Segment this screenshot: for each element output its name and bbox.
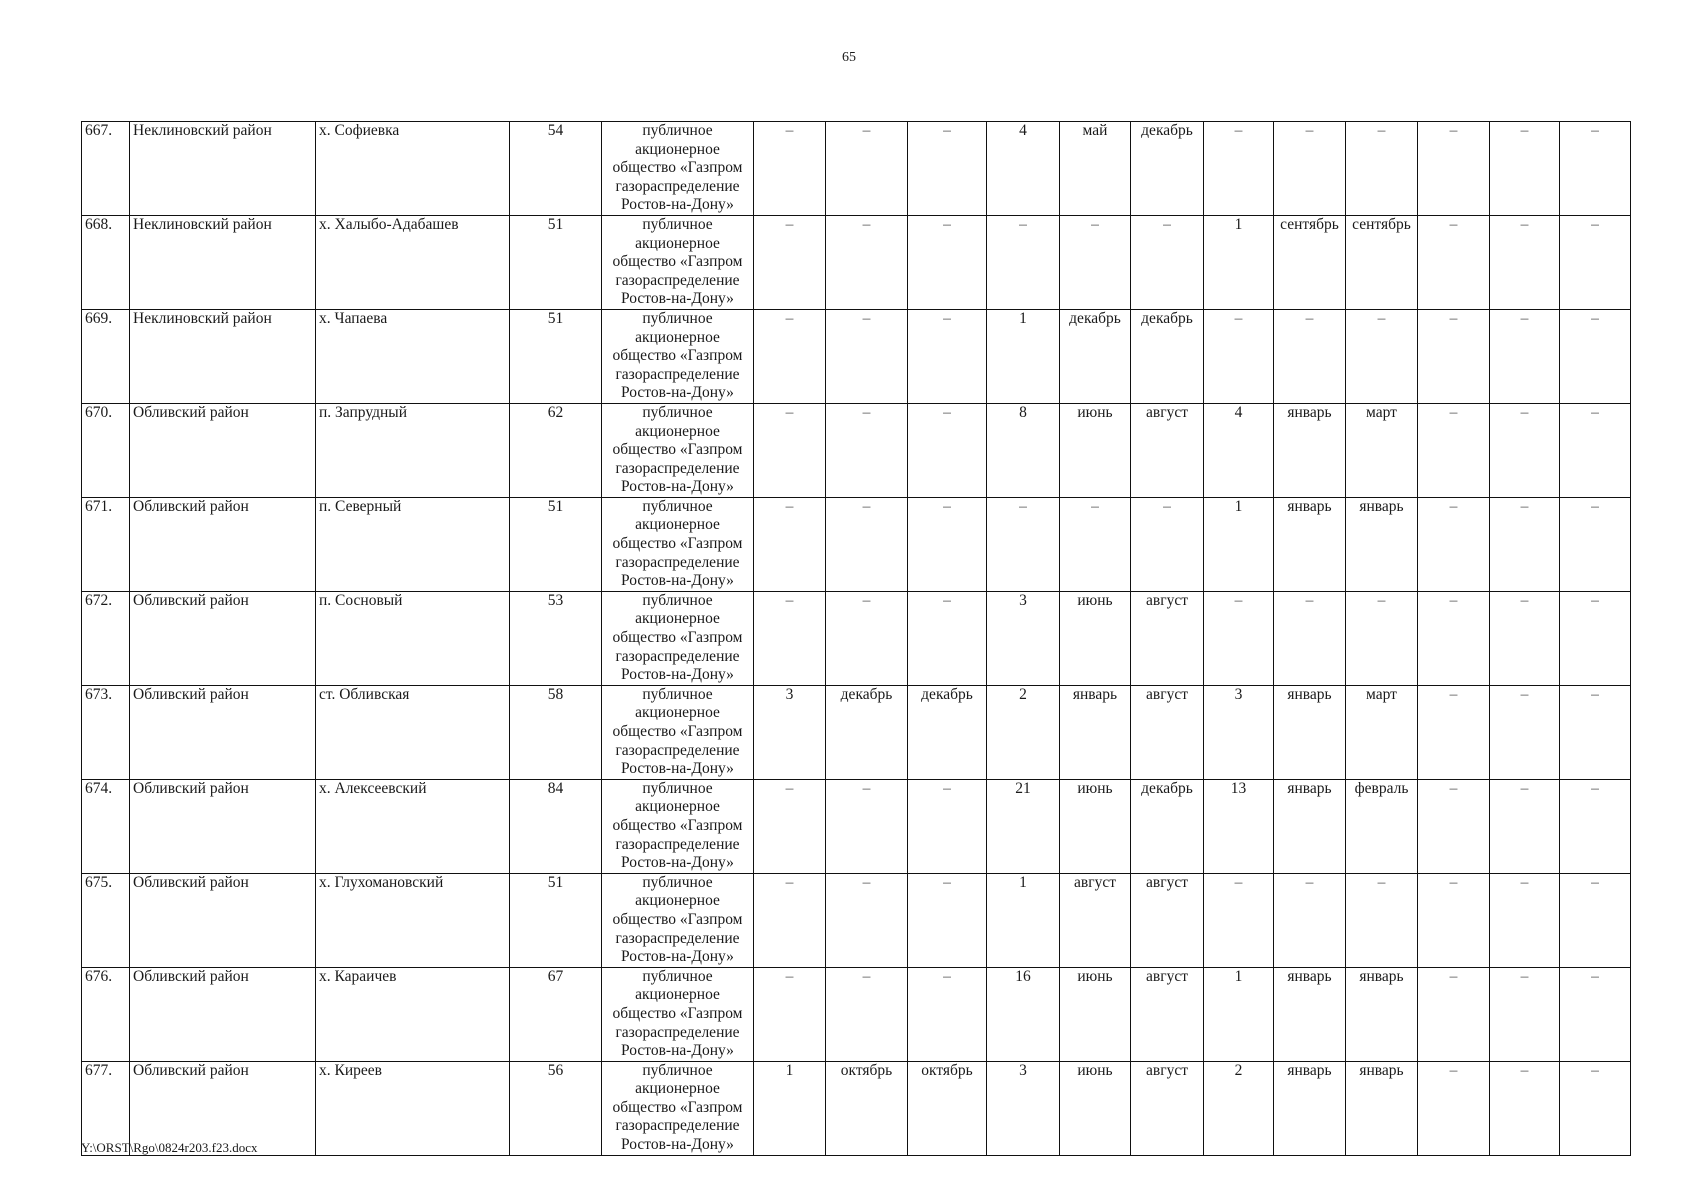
code-cell: 51 — [510, 497, 602, 591]
schedule-cell: август — [1131, 685, 1204, 779]
schedule-cell: – — [1560, 873, 1631, 967]
schedule-cell: – — [1274, 309, 1346, 403]
schedule-cell: сентябрь — [1274, 215, 1346, 309]
locality-cell: ст. Обливская — [316, 685, 510, 779]
schedule-cell: – — [1418, 967, 1490, 1061]
table-row — [82, 591, 1631, 685]
district-cell: Обливский район — [130, 403, 316, 497]
schedule-cell: – — [1560, 779, 1631, 873]
schedule-cell: – — [1346, 873, 1418, 967]
row-number-cell: 669. — [82, 309, 130, 403]
schedule-cell: – — [1204, 591, 1274, 685]
schedule-cell: – — [1204, 122, 1274, 216]
schedule-cell: – — [1490, 967, 1560, 1061]
schedule-cell: декабрь — [1131, 122, 1204, 216]
schedule-cell: январь — [1274, 779, 1346, 873]
code-cell: 84 — [510, 779, 602, 873]
schedule-cell: – — [754, 873, 826, 967]
schedule-cell: – — [908, 497, 987, 591]
schedule-cell: – — [826, 779, 908, 873]
schedule-cell: январь — [1346, 1061, 1418, 1155]
schedule-cell: август — [1131, 967, 1204, 1061]
schedule-cell: – — [826, 309, 908, 403]
schedule-cell: – — [754, 779, 826, 873]
schedule-cell: – — [1560, 122, 1631, 216]
schedule-cell: 4 — [987, 122, 1060, 216]
schedule-cell: – — [754, 309, 826, 403]
schedule-cell: – — [1560, 1061, 1631, 1155]
schedule-cell: июнь — [1060, 1061, 1131, 1155]
schedule-cell: – — [1274, 873, 1346, 967]
schedule-cell: – — [1560, 967, 1631, 1061]
organization-cell: публичное акционерное общество «Газпром газораспределение Ростов-на-Дону» — [602, 685, 754, 779]
schedule-cell: – — [1060, 215, 1131, 309]
schedule-cell: – — [754, 403, 826, 497]
schedule-cell: декабрь — [1131, 779, 1204, 873]
schedule-cell: октябрь — [908, 1061, 987, 1155]
schedule-cell: 21 — [987, 779, 1060, 873]
row-number-cell: 668. — [82, 215, 130, 309]
organization-cell: публичное акционерное общество «Газпром газораспределение Ростов-на-Дону» — [602, 873, 754, 967]
schedule-cell: июнь — [1060, 591, 1131, 685]
schedule-cell: – — [1490, 873, 1560, 967]
schedule-cell: – — [1346, 122, 1418, 216]
schedule-cell: 1 — [1204, 967, 1274, 1061]
schedule-cell: – — [826, 873, 908, 967]
schedule-cell: – — [1418, 873, 1490, 967]
locality-cell: п. Сосновый — [316, 591, 510, 685]
footer-file-path: Y:\ORST\Rgo\0824r203.f23.docx — [81, 1140, 258, 1155]
locality-cell: х. Киреев — [316, 1061, 510, 1155]
schedule-cell: 3 — [1204, 685, 1274, 779]
schedule-cell: – — [1346, 309, 1418, 403]
table-row — [82, 403, 1631, 497]
schedule-cell: – — [1060, 497, 1131, 591]
district-cell: Обливский район — [130, 873, 316, 967]
schedule-cell: январь — [1274, 497, 1346, 591]
table-row — [82, 215, 1631, 309]
schedule-cell: – — [826, 122, 908, 216]
schedule-cell: – — [1490, 685, 1560, 779]
district-cell: Обливский район — [130, 591, 316, 685]
schedule-cell: январь — [1274, 685, 1346, 779]
locality-cell: х. Халыбо-Адабашев — [316, 215, 510, 309]
organization-cell: публичное акционерное общество «Газпром газораспределение Ростов-на-Дону» — [602, 215, 754, 309]
row-number-cell: 676. — [82, 967, 130, 1061]
code-cell: 51 — [510, 873, 602, 967]
schedule-cell: – — [754, 497, 826, 591]
schedule-cell: – — [1204, 873, 1274, 967]
schedule-cell: – — [826, 497, 908, 591]
code-cell: 51 — [510, 215, 602, 309]
code-cell: 62 — [510, 403, 602, 497]
schedule-cell: – — [1131, 215, 1204, 309]
schedule-cell: – — [1418, 122, 1490, 216]
schedule-cell: 3 — [987, 591, 1060, 685]
organization-cell: публичное акционерное общество «Газпром газораспределение Ростов-на-Дону» — [602, 403, 754, 497]
district-cell: Обливский район — [130, 779, 316, 873]
schedule-cell: июнь — [1060, 779, 1131, 873]
row-number-cell: 675. — [82, 873, 130, 967]
schedule-cell: – — [908, 403, 987, 497]
schedule-cell: – — [1418, 1061, 1490, 1155]
schedule-cell: декабрь — [1131, 309, 1204, 403]
schedule-cell: февраль — [1346, 779, 1418, 873]
schedule-cell: 3 — [987, 1061, 1060, 1155]
schedule-cell: март — [1346, 685, 1418, 779]
schedule-cell: – — [908, 591, 987, 685]
organization-cell: публичное акционерное общество «Газпром газораспределение Ростов-на-Дону» — [602, 967, 754, 1061]
code-cell: 58 — [510, 685, 602, 779]
locality-cell: х. Софиевка — [316, 122, 510, 216]
table-row — [82, 967, 1631, 1061]
schedule-cell: – — [1418, 591, 1490, 685]
schedule-cell: январь — [1274, 967, 1346, 1061]
schedule-cell: – — [908, 967, 987, 1061]
table-row — [82, 779, 1631, 873]
schedule-cell: сентябрь — [1346, 215, 1418, 309]
row-number-cell: 672. — [82, 591, 130, 685]
schedule-cell: август — [1131, 873, 1204, 967]
schedule-cell: 16 — [987, 967, 1060, 1061]
schedule-cell: 2 — [987, 685, 1060, 779]
locality-cell: п. Запрудный — [316, 403, 510, 497]
organization-cell: публичное акционерное общество «Газпром газораспределение Ростов-на-Дону» — [602, 309, 754, 403]
schedule-cell: – — [826, 967, 908, 1061]
district-cell: Неклиновский район — [130, 309, 316, 403]
schedule-cell: – — [1418, 309, 1490, 403]
schedule-cell: – — [1490, 309, 1560, 403]
schedule-cell: – — [1418, 779, 1490, 873]
schedule-cell: – — [1490, 497, 1560, 591]
row-number-cell: 673. — [82, 685, 130, 779]
schedule-cell: – — [908, 779, 987, 873]
organization-cell: публичное акционерное общество «Газпром газораспределение Ростов-на-Дону» — [602, 1061, 754, 1155]
schedule-cell: 1 — [1204, 215, 1274, 309]
district-cell: Обливский район — [130, 1061, 316, 1155]
schedule-cell: август — [1060, 873, 1131, 967]
schedule-cell: 1 — [987, 873, 1060, 967]
schedule-cell: – — [908, 215, 987, 309]
district-cell: Неклиновский район — [130, 215, 316, 309]
page-number: 65 — [842, 50, 856, 65]
district-cell: Обливский район — [130, 497, 316, 591]
schedule-cell: – — [1204, 309, 1274, 403]
schedule-cell: – — [826, 591, 908, 685]
schedule-cell: – — [1560, 403, 1631, 497]
district-cell: Неклиновский район — [130, 122, 316, 216]
schedule-cell: – — [826, 215, 908, 309]
schedule-cell: июнь — [1060, 403, 1131, 497]
schedule-cell: – — [1274, 122, 1346, 216]
schedule-cell: – — [1418, 215, 1490, 309]
schedule-cell: 8 — [987, 403, 1060, 497]
schedule-cell: 4 — [1204, 403, 1274, 497]
schedule-cell: 13 — [1204, 779, 1274, 873]
organization-cell: публичное акционерное общество «Газпром газораспределение Ростов-на-Дону» — [602, 122, 754, 216]
schedule-cell: – — [826, 403, 908, 497]
row-number-cell: 677. — [82, 1061, 130, 1155]
table-row — [82, 309, 1631, 403]
table-row — [82, 122, 1631, 216]
schedule-cell: 2 — [1204, 1061, 1274, 1155]
row-number-cell: 674. — [82, 779, 130, 873]
schedule-cell: – — [987, 215, 1060, 309]
schedule-cell: – — [1490, 779, 1560, 873]
code-cell: 67 — [510, 967, 602, 1061]
schedule-cell: 1 — [987, 309, 1060, 403]
table-row — [82, 497, 1631, 591]
schedule-cell: – — [754, 967, 826, 1061]
schedule-cell: март — [1346, 403, 1418, 497]
schedule-cell: – — [1418, 497, 1490, 591]
table-body — [82, 122, 1631, 1156]
schedule-cell: 3 — [754, 685, 826, 779]
schedule-cell: 1 — [1204, 497, 1274, 591]
table-row — [82, 685, 1631, 779]
row-number-cell: 670. — [82, 403, 130, 497]
locality-cell: х. Алексеевский — [316, 779, 510, 873]
district-cell: Обливский район — [130, 967, 316, 1061]
locality-cell: х. Чапаева — [316, 309, 510, 403]
schedule-cell: – — [754, 122, 826, 216]
schedule-cell: май — [1060, 122, 1131, 216]
schedule-cell: декабрь — [1060, 309, 1131, 403]
schedule-cell: – — [754, 215, 826, 309]
schedule-cell: – — [908, 122, 987, 216]
schedule-cell: январь — [1060, 685, 1131, 779]
code-cell: 53 — [510, 591, 602, 685]
schedule-cell: декабрь — [826, 685, 908, 779]
code-cell: 54 — [510, 122, 602, 216]
schedule-table — [81, 121, 1631, 1156]
schedule-cell: январь — [1274, 1061, 1346, 1155]
schedule-cell: – — [1490, 215, 1560, 309]
organization-cell: публичное акционерное общество «Газпром газораспределение Ростов-на-Дону» — [602, 497, 754, 591]
locality-cell: п. Северный — [316, 497, 510, 591]
schedule-cell: – — [1418, 403, 1490, 497]
schedule-cell: январь — [1346, 967, 1418, 1061]
schedule-cell: – — [1560, 591, 1631, 685]
code-cell: 51 — [510, 309, 602, 403]
schedule-cell: – — [1490, 122, 1560, 216]
schedule-cell: август — [1131, 403, 1204, 497]
row-number-cell: 667. — [82, 122, 130, 216]
schedule-cell: январь — [1346, 497, 1418, 591]
row-number-cell: 671. — [82, 497, 130, 591]
schedule-cell: – — [1131, 497, 1204, 591]
schedule-cell: – — [1560, 309, 1631, 403]
code-cell: 56 — [510, 1061, 602, 1155]
schedule-cell: август — [1131, 1061, 1204, 1155]
locality-cell: х. Караичев — [316, 967, 510, 1061]
table-row — [82, 1061, 1631, 1155]
schedule-cell: – — [1560, 497, 1631, 591]
table-row — [82, 873, 1631, 967]
schedule-cell: – — [1490, 1061, 1560, 1155]
schedule-cell: декабрь — [908, 685, 987, 779]
schedule-cell: январь — [1274, 403, 1346, 497]
schedule-cell: – — [1274, 591, 1346, 685]
schedule-cell: август — [1131, 591, 1204, 685]
schedule-cell: – — [1418, 685, 1490, 779]
schedule-cell: – — [908, 873, 987, 967]
schedule-cell: – — [987, 497, 1060, 591]
organization-cell: публичное акционерное общество «Газпром газораспределение Ростов-на-Дону» — [602, 591, 754, 685]
schedule-cell: – — [1490, 403, 1560, 497]
schedule-cell: – — [1560, 215, 1631, 309]
district-cell: Обливский район — [130, 685, 316, 779]
schedule-cell: – — [1560, 685, 1631, 779]
schedule-cell: – — [1490, 591, 1560, 685]
locality-cell: х. Глухомановский — [316, 873, 510, 967]
schedule-cell: – — [1346, 591, 1418, 685]
schedule-cell: октябрь — [826, 1061, 908, 1155]
schedule-cell: 1 — [754, 1061, 826, 1155]
organization-cell: публичное акционерное общество «Газпром газораспределение Ростов-на-Дону» — [602, 779, 754, 873]
schedule-cell: – — [754, 591, 826, 685]
schedule-cell: – — [908, 309, 987, 403]
schedule-cell: июнь — [1060, 967, 1131, 1061]
